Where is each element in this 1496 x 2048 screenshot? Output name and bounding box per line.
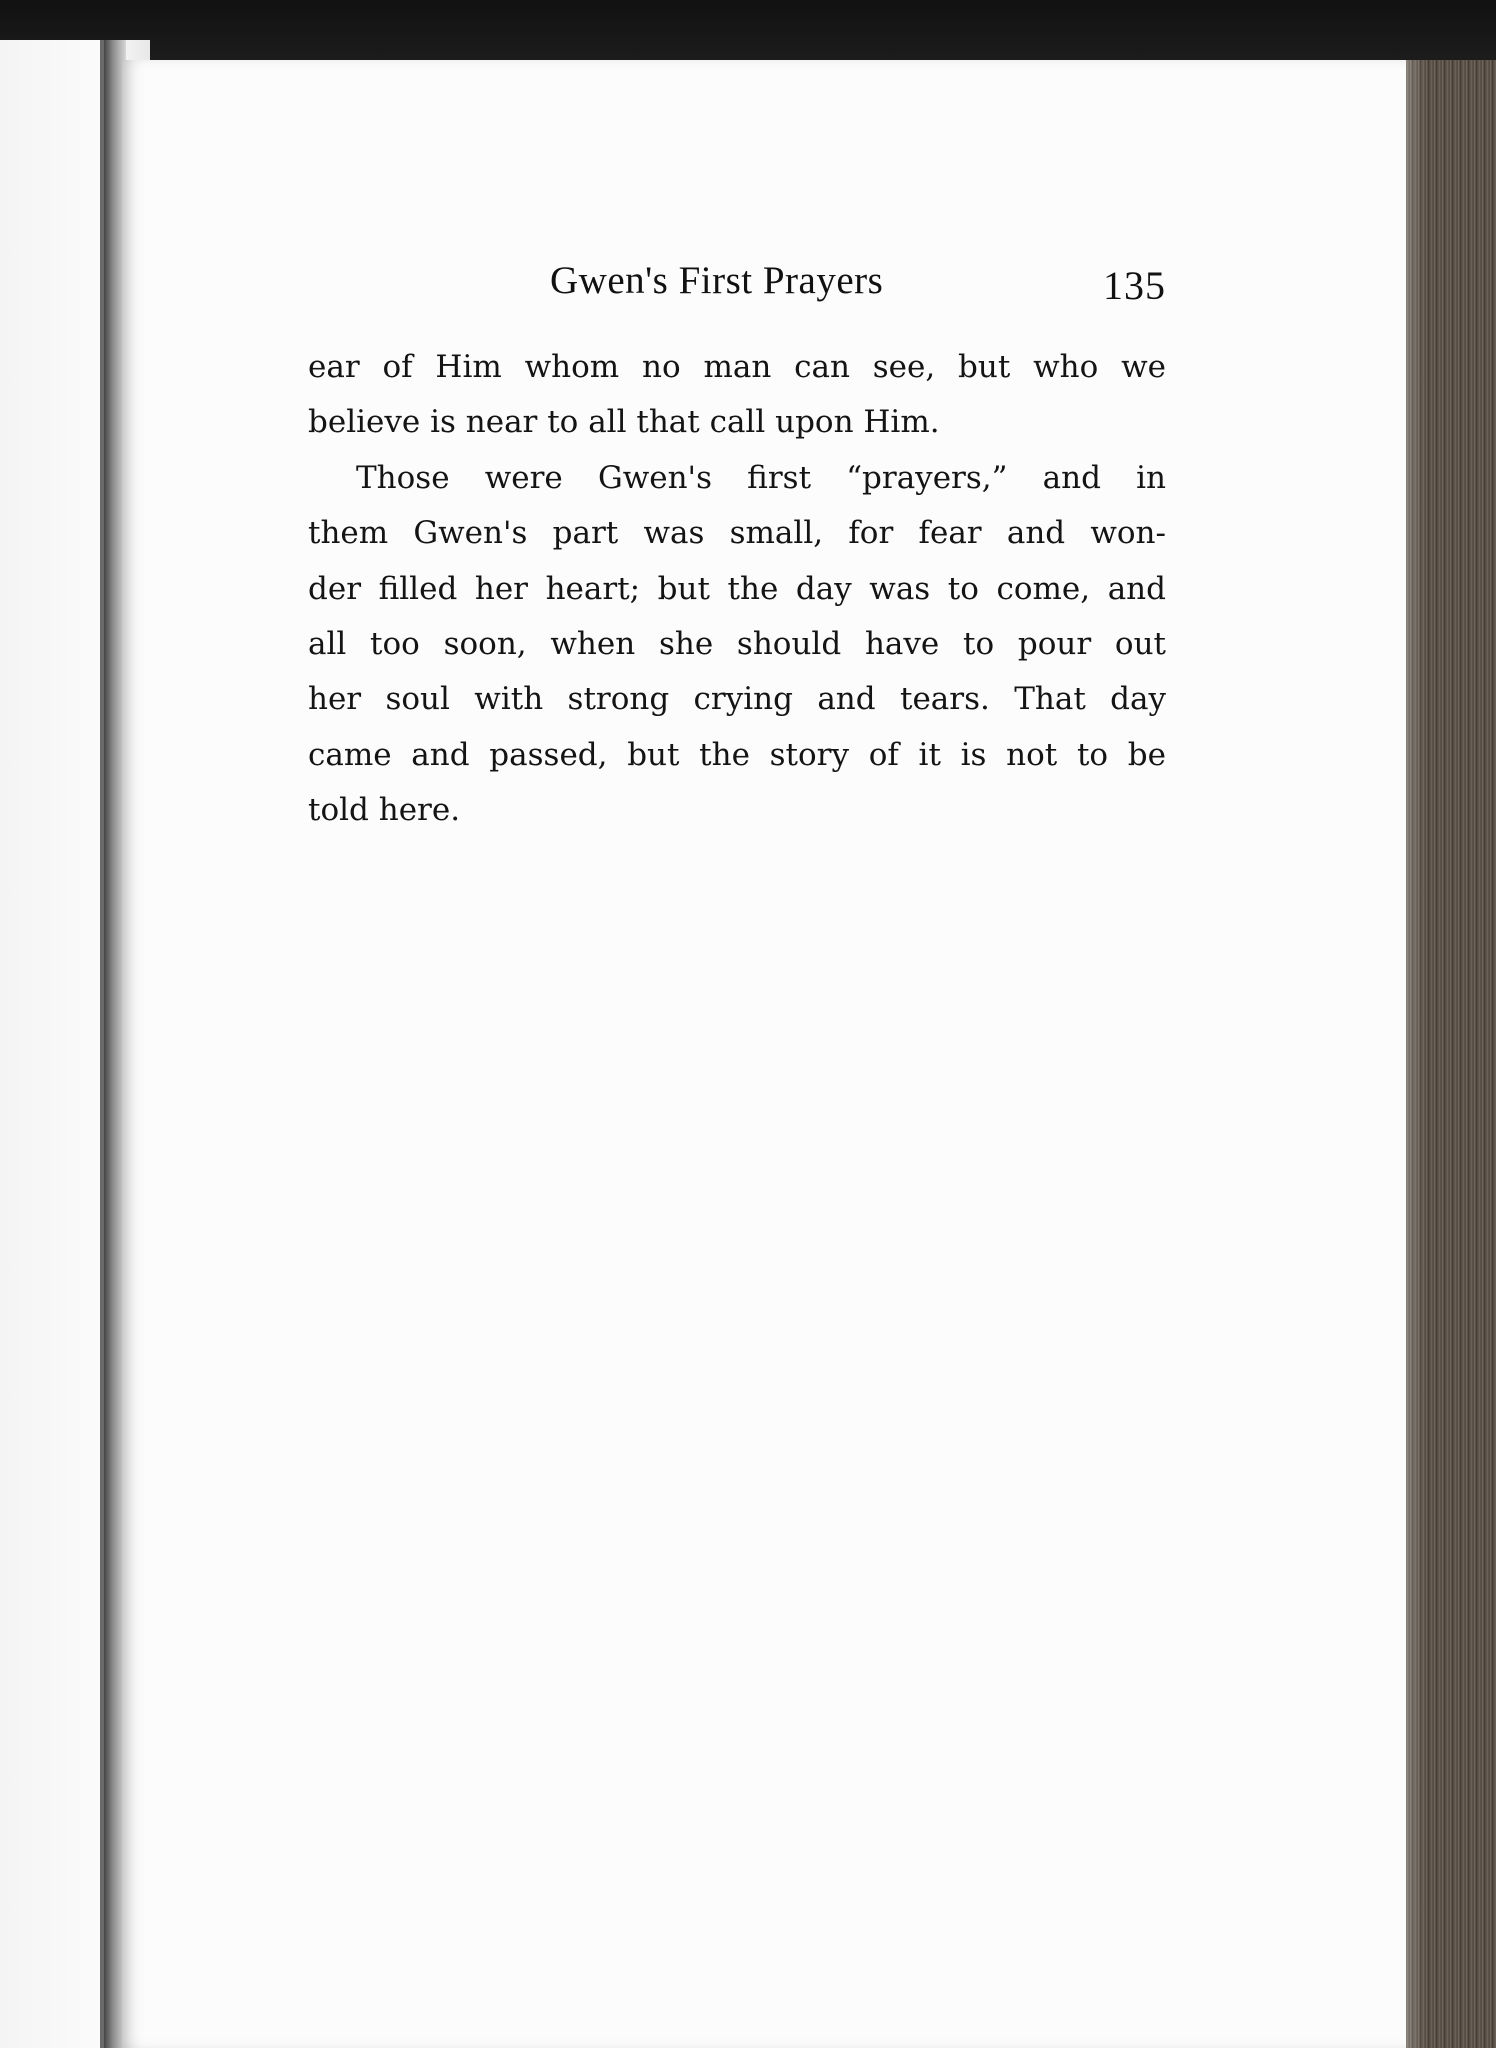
page-number: 135 [1103, 263, 1166, 308]
text-line: Those were Gwen's first “prayers,” and in [356, 459, 1166, 496]
text-line: ear of Him whom no man can see, but who we [308, 349, 1166, 385]
body-text [308, 340, 1166, 839]
text-line: der filled her heart; but the day was to come, and [308, 570, 1166, 607]
text-line: believe is near to all that call upon Him. [308, 404, 940, 441]
text-line: all too soon, when she should have to pour out [308, 625, 1166, 662]
text-line: told here. [308, 792, 461, 829]
text-line: her soul with strong crying and tears. That day [308, 681, 1166, 718]
text-line: them Gwen's part was small, for fear and won- [308, 515, 1166, 552]
text-line: came and passed, but the story of it is not to be [308, 736, 1166, 773]
scan-top-border [0, 0, 1496, 60]
running-head: Gwen's First Prayers [550, 259, 884, 302]
fore-edge-highlight [1406, 60, 1426, 2048]
